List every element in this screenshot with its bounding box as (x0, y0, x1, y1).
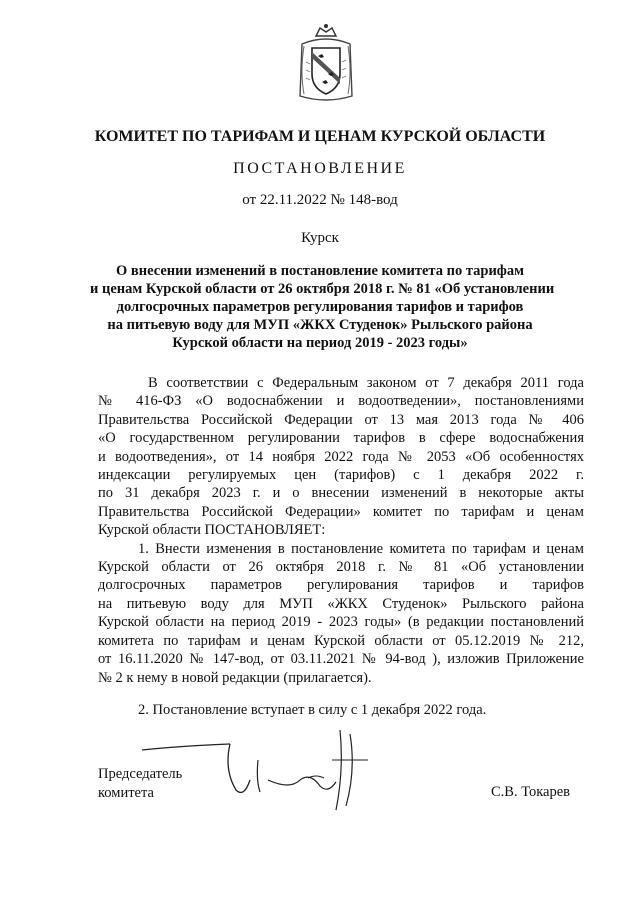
paragraph-1-line: Правительства Российской Федерации от 13 мая 2013 года № 406 (98, 411, 584, 428)
document-date-number: от 22.11.2022 № 148-вод (242, 192, 398, 208)
heading-line: долгосрочных параметров регулирования тарифов и тарифов (116, 299, 524, 315)
signatory-position (98, 765, 182, 803)
paragraph-2-line: Курской области на период 2019 - 2023 годы» (в редакции постановлений (98, 614, 584, 631)
signatory-name: С.В. Токарев (491, 784, 571, 800)
paragraph-3: 2. Постановление вступает в силу с 1 декабря 2022 года. (138, 701, 487, 718)
paragraph-1-line: «О государственном регулировании тарифов в сфере водоснабжения (98, 430, 584, 447)
signatory-position-line: Председатель (98, 766, 183, 782)
paragraph-1-line: Правительства Российской Федерации» комитет по тарифам и ценам (98, 503, 584, 520)
heading-line: на питьевую воду для МУП «ЖКХ Студенок» Рыльского района (107, 317, 533, 333)
paragraph-1-line: Курской области ПОСТАНОВЛЯЕТ: (98, 522, 326, 539)
committee-name: КОМИТЕТ ПО ТАРИФАМ И ЦЕНАМ КУРСКОЙ ОБЛАСТИ (94, 128, 546, 145)
signatory-position-line: комитета (98, 785, 154, 801)
paragraph-1-line: по 31 декабря 2023 г. и о внесении изменений в некоторые акты (98, 485, 584, 502)
paragraph-1-line: индексации регулируемых цен (тарифов) с 1 декабря 2022 г. (98, 467, 584, 484)
paragraph-2-line: на питьевую воду для МУП «ЖКХ Студенок» Рыльского района (98, 595, 584, 612)
paragraph-1-line: В соответствии с Федеральным законом от 7 декабря 2011 года (148, 375, 584, 391)
heading-line: Курской области на период 2019 - 2023 годы» (172, 335, 468, 351)
document-city: Курск (301, 230, 339, 246)
paragraph-1-line: № 416-ФЗ «О водоснабжении и водоотведении», постановлениями (98, 393, 584, 410)
heading-line: О внесении изменений в постановление комитета по тарифам (116, 263, 524, 279)
paragraph-2-line: долгосрочных параметров регулирования тарифов и тарифов (98, 577, 584, 594)
paragraph-1-line: и водоотведения», от 14 ноября 2022 года № 2053 «Об особенностях (98, 448, 584, 465)
document-heading (90, 262, 555, 352)
kursk-coat-of-arms-icon (294, 22, 358, 106)
document-body (98, 374, 584, 719)
paragraph-2-line: 1. Внести изменения в постановление комитета по тарифам и ценам (138, 540, 584, 557)
paragraph-2-line: комитета по тарифам и ценам Курской области от 05.12.2019 № 212, (98, 632, 584, 649)
paragraph-2-line: от 16.11.2020 № 147-вод, от 03.11.2021 № 94-вод ), изложив Приложение (98, 651, 584, 668)
document-type: ПОСТАНОВЛЕНИЕ (233, 160, 407, 177)
paragraph-2-line: № 2 к нему в новой редакции (прилагается). (98, 669, 372, 686)
paragraph-2-line: Курской области от 26 октября 2018 г. № 81 «Об установлении (98, 559, 584, 576)
heading-line: и ценам Курской области от 26 октября 2018 г. № 81 «Об установлении (90, 281, 555, 297)
